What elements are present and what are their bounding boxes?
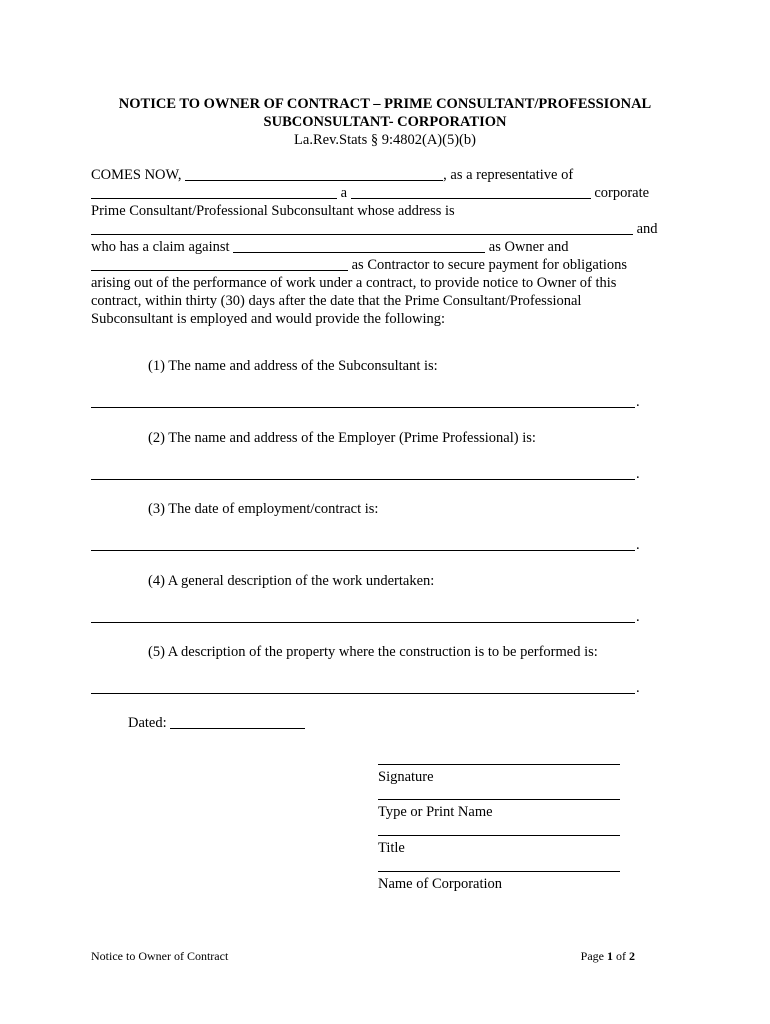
item-2-label: (2) The name and address of the Employer (Prime Professional) is: [148,430,536,446]
item-2-period: . [636,466,640,482]
signature-label: Signature [378,769,434,785]
corporation-name-label: Name of Corporation [378,876,503,892]
as-representative-text: , as a representative of [443,167,574,183]
owner-name-blank[interactable] [233,238,485,253]
corporation-name-blank[interactable] [91,184,337,199]
and-text: and [633,221,658,237]
page-word: Page [580,949,607,963]
paragraph-line-1 [91,166,573,184]
who-has-claim-text: who has a claim against [91,239,234,255]
date-blank[interactable] [170,714,305,729]
item-1-rule [91,407,635,408]
paragraph-line-7: arising out of the performance of work under a contract, to provide notice to Owner of this [91,275,617,291]
footer-page-number [560,948,635,964]
dated-line [128,714,305,732]
of-word: of [613,949,629,963]
item-4-period: . [636,609,640,625]
claimant-name-blank[interactable] [185,166,443,181]
paragraph-line-4 [91,220,658,238]
item-5-fill-line[interactable] [91,679,651,697]
item-3-fill-line[interactable] [91,536,651,554]
paragraph-line-9: Subconsultant is employed and would provide the following: [91,311,445,327]
title-label: Title [378,840,405,856]
item-2-fill-line[interactable] [91,465,651,483]
item-4-fill-line[interactable] [91,608,651,626]
state-blank[interactable] [351,184,591,199]
item-5-label: (5) A description of the property where the construction is to be performed is: [148,644,598,660]
address-blank[interactable] [91,220,633,235]
comes-now-text: COMES NOW, [91,167,186,183]
item-3-rule [91,550,635,551]
item-1-label: (1) The name and address of the Subconsultant is: [148,358,438,374]
as-contractor-text: as Contractor to secure payment for obligations [348,257,628,273]
page-current: 1 [607,949,613,963]
item-2-rule [91,479,635,480]
item-4-rule [91,622,635,623]
contractor-name-blank[interactable] [91,256,348,271]
statute-citation: La.Rev.Stats § 9:4802(A)(5)(b) [294,132,476,148]
item-3-period: . [636,537,640,553]
dated-label: Dated: [128,715,171,731]
print-name-line[interactable] [378,799,620,800]
footer-document-name: Notice to Owner of Contract [91,949,229,963]
title-line[interactable] [378,835,620,836]
page-total: 2 [629,949,635,963]
item-5-period: . [636,680,640,696]
as-owner-text: as Owner and [485,239,569,255]
item-5-rule [91,693,635,694]
document-title-line-1: NOTICE TO OWNER OF CONTRACT – PRIME CONSULTANT/PROFESSIONAL [118,96,652,112]
a-text: a [337,185,351,201]
signature-line[interactable] [378,764,620,765]
paragraph-line-2 [91,184,649,202]
item-1-period: . [636,394,640,410]
paragraph-line-5 [91,238,569,256]
item-3-label: (3) The date of employment/contract is: [148,501,379,517]
paragraph-line-8: contract, within thirty (30) days after the date that the Prime Consultant/Professional [91,293,582,309]
document-title-line-2: SUBCONSULTANT- CORPORATION [263,114,507,130]
item-4-label: (4) A general description of the work undertaken: [148,573,435,589]
paragraph-line-6 [91,256,627,274]
item-1-fill-line[interactable] [91,393,651,411]
print-name-label: Type or Print Name [378,804,493,820]
corporation-name-line[interactable] [378,871,620,872]
corporate-text: corporate [590,185,650,201]
paragraph-line-3: Prime Consultant/Professional Subconsultant whose address is [91,203,455,219]
